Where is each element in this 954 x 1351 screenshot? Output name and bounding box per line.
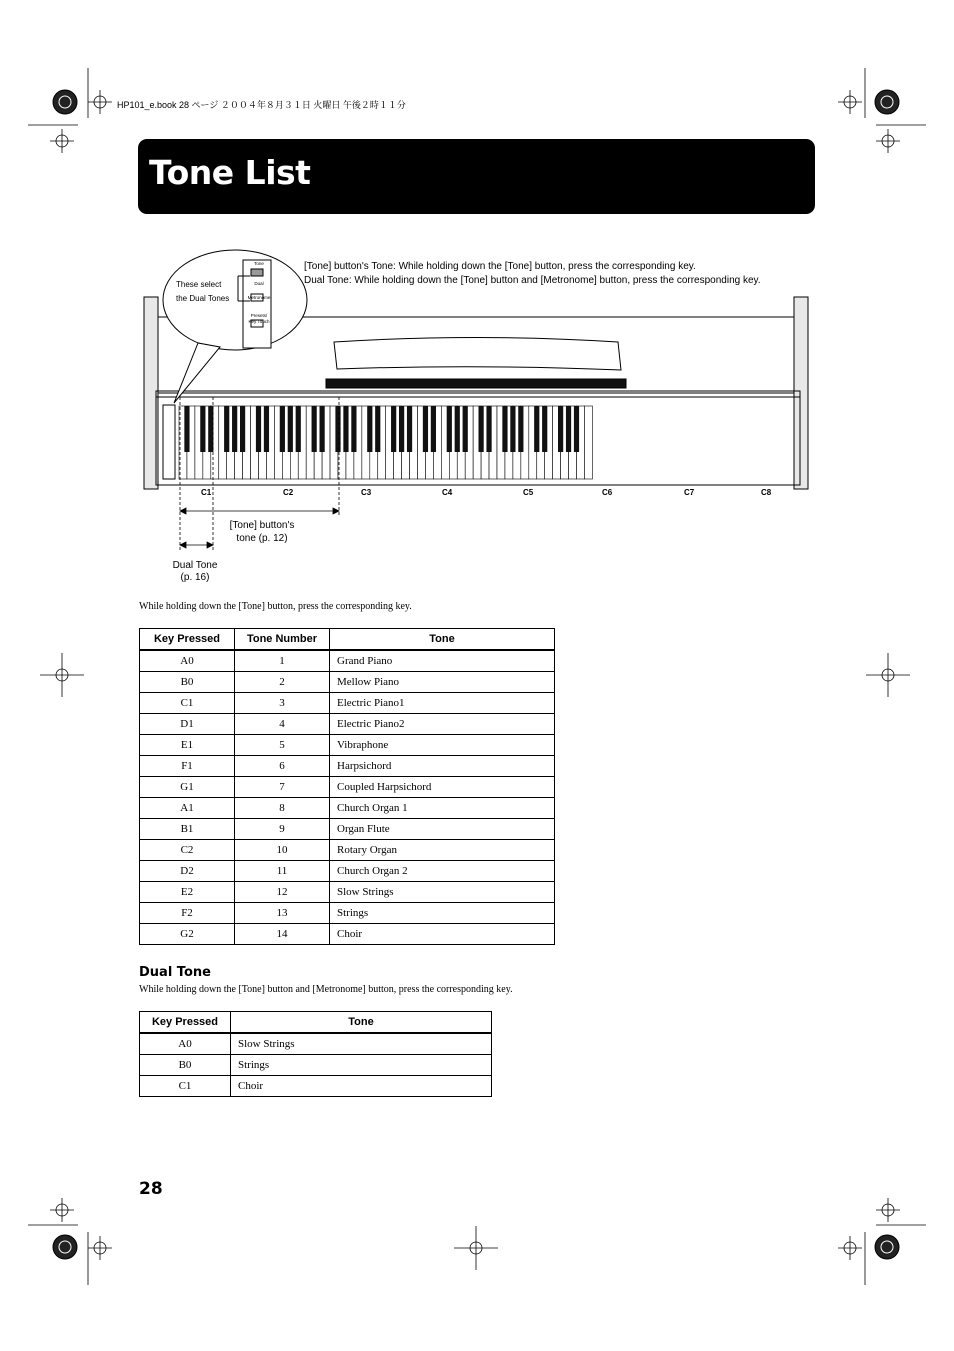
panel-label-presets: Presets/ — [250, 313, 268, 318]
table-cell: 13 — [235, 903, 330, 924]
table-row — [140, 1055, 492, 1076]
table-cell: B0 — [140, 672, 235, 693]
file-info-header: HP101_e.book 28 ページ ２００４年８月３１日 火曜日 午後２時１１分 — [117, 100, 406, 110]
table-cell: E1 — [140, 735, 235, 756]
table-cell: 10 — [235, 840, 330, 861]
tone-range-label-2: tone (p. 12) — [236, 533, 288, 544]
column-header-key: Key Pressed — [140, 629, 235, 651]
octave-label-c4: C4 — [442, 488, 453, 497]
table-cell: Rotary Organ — [330, 840, 555, 861]
table-cell: 12 — [235, 882, 330, 903]
callout-line-dual: Dual Tone: While holding down the [Tone] button and [Metronome] button, press the corresponding key. — [304, 275, 761, 286]
black-key — [343, 406, 348, 452]
table-cell: Church Organ 1 — [330, 798, 555, 819]
black-key — [224, 406, 229, 452]
white-key — [584, 406, 592, 479]
black-key — [463, 406, 468, 452]
black-key — [534, 406, 539, 452]
table-cell: 4 — [235, 714, 330, 735]
black-key — [232, 406, 237, 452]
black-key — [558, 406, 563, 452]
page-title: Tone List — [149, 153, 311, 192]
table-cell: Grand Piano — [330, 650, 555, 672]
column-header-number: Tone Number — [235, 629, 330, 651]
black-key — [351, 406, 356, 452]
black-key — [367, 406, 372, 452]
callout-line-tone: [Tone] button's Tone: While holding down the [Tone] button, press the corresponding key. — [304, 261, 696, 272]
black-key — [423, 406, 428, 452]
panel-label-metronome: Metronome — [247, 295, 271, 300]
panel-label-key-touch: Key Touch — [248, 319, 270, 324]
table-row — [140, 693, 555, 714]
table-row — [140, 735, 555, 756]
dual-range-label-1: Dual Tone — [172, 560, 218, 571]
black-key — [566, 406, 571, 452]
dual-range-label-2: (p. 16) — [180, 572, 210, 583]
tone-range-label-1: [Tone] button's — [229, 520, 295, 531]
black-key — [447, 406, 452, 452]
column-header-tone: Tone — [330, 629, 555, 651]
dual-tone-table — [139, 1011, 492, 1097]
table-row — [140, 672, 555, 693]
table-row — [140, 840, 555, 861]
table-cell: C1 — [140, 1076, 231, 1097]
black-key — [184, 406, 189, 452]
title-banner — [138, 139, 815, 214]
black-key — [375, 406, 380, 452]
black-key — [296, 406, 301, 452]
octave-label-c1: C1 — [201, 488, 212, 497]
table-cell: Slow Strings — [231, 1033, 492, 1055]
black-key — [431, 406, 436, 452]
black-key — [479, 406, 484, 452]
table-cell: 3 — [235, 693, 330, 714]
black-key — [510, 406, 515, 452]
table-cell: G1 — [140, 777, 235, 798]
black-key — [486, 406, 491, 452]
table-cell: 11 — [235, 861, 330, 882]
black-key — [240, 406, 245, 452]
table-cell: Harpsichord — [330, 756, 555, 777]
bubble-line-1: These select — [176, 280, 222, 289]
table-cell: 2 — [235, 672, 330, 693]
table-cell: 9 — [235, 819, 330, 840]
octave-label-c7: C7 — [684, 488, 695, 497]
dual-column-header-key: Key Pressed — [140, 1012, 231, 1034]
black-key — [312, 406, 317, 452]
table-row — [140, 777, 555, 798]
octave-label-c5: C5 — [523, 488, 534, 497]
table-cell: E2 — [140, 882, 235, 903]
black-key — [264, 406, 269, 452]
table-cell: 5 — [235, 735, 330, 756]
table-cell: A0 — [140, 650, 235, 672]
piano-lid-strip — [326, 379, 626, 388]
black-key — [391, 406, 396, 452]
black-key — [399, 406, 404, 452]
table-cell: 6 — [235, 756, 330, 777]
table-cell: 7 — [235, 777, 330, 798]
table-cell: D1 — [140, 714, 235, 735]
table-cell: Organ Flute — [330, 819, 555, 840]
table-row — [140, 903, 555, 924]
black-key — [518, 406, 523, 452]
table-cell: Electric Piano1 — [330, 693, 555, 714]
table-cell: A1 — [140, 798, 235, 819]
octave-label-c2: C2 — [283, 488, 294, 497]
dual-tone-heading: Dual Tone — [139, 965, 211, 980]
table-cell: Coupled Harpsichord — [330, 777, 555, 798]
table-cell: Strings — [231, 1055, 492, 1076]
table-row — [140, 861, 555, 882]
octave-label-c8: C8 — [761, 488, 772, 497]
keyboard-keys — [179, 406, 592, 479]
table-cell: Strings — [330, 903, 555, 924]
table-cell: Electric Piano2 — [330, 714, 555, 735]
table-row — [140, 756, 555, 777]
table-row — [140, 1076, 492, 1097]
dual-column-header-tone: Tone — [231, 1012, 492, 1034]
table-cell: C2 — [140, 840, 235, 861]
music-rest — [334, 338, 621, 371]
black-key — [574, 406, 579, 452]
black-key — [200, 406, 205, 452]
table-row — [140, 650, 555, 672]
octave-label-c3: C3 — [361, 488, 372, 497]
table-row — [140, 1033, 492, 1055]
table-cell: 14 — [235, 924, 330, 945]
table-cell: G2 — [140, 924, 235, 945]
page-number: 28 — [139, 1179, 163, 1199]
table-cell: Vibraphone — [330, 735, 555, 756]
table-cell: Slow Strings — [330, 882, 555, 903]
table-cell: D2 — [140, 861, 235, 882]
black-key — [320, 406, 325, 452]
table-row — [140, 819, 555, 840]
black-key — [335, 406, 340, 452]
table-row — [140, 882, 555, 903]
black-key — [407, 406, 412, 452]
table-cell: C1 — [140, 693, 235, 714]
table-cell: 8 — [235, 798, 330, 819]
table-row — [140, 798, 555, 819]
black-key — [288, 406, 293, 452]
table-cell: F1 — [140, 756, 235, 777]
table-cell: Choir — [231, 1076, 492, 1097]
panel-label-tone: Tone — [254, 261, 264, 266]
callout-pointer — [174, 343, 220, 403]
table-cell: 1 — [235, 650, 330, 672]
black-key — [280, 406, 285, 452]
table-cell: F2 — [140, 903, 235, 924]
tone-intro: While holding down the [Tone] button, press the corresponding key. — [139, 601, 412, 612]
right-side-panel — [794, 297, 808, 489]
tone-table — [139, 628, 555, 945]
octave-label-c6: C6 — [602, 488, 613, 497]
black-key — [256, 406, 261, 452]
table-row — [140, 714, 555, 735]
black-key — [455, 406, 460, 452]
table-cell: Church Organ 2 — [330, 861, 555, 882]
black-key — [542, 406, 547, 452]
panel-label-dual: Dual — [254, 281, 264, 286]
black-key — [502, 406, 507, 452]
table-cell: Mellow Piano — [330, 672, 555, 693]
table-cell: B0 — [140, 1055, 231, 1076]
table-cell: B1 — [140, 819, 235, 840]
table-row — [140, 924, 555, 945]
table-cell: A0 — [140, 1033, 231, 1055]
control-panel — [163, 405, 175, 479]
bubble-line-2: the Dual Tones — [176, 294, 230, 303]
dual-intro: While holding down the [Tone] button and [Metronome] button, press the corresponding key. — [139, 984, 513, 995]
table-cell: Choir — [330, 924, 555, 945]
